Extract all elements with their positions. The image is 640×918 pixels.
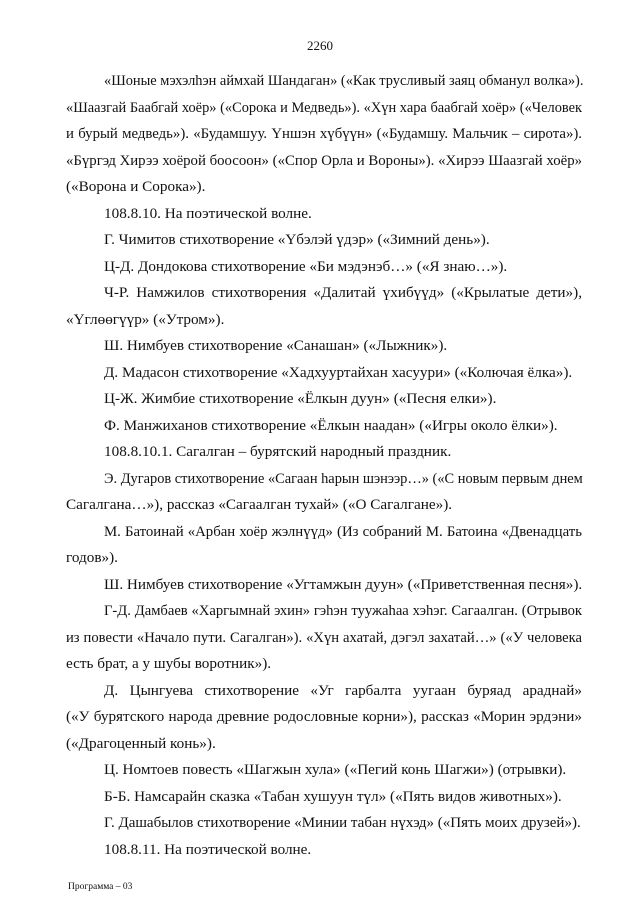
text-line: «Шаазгай Баабгай хоёр» («Сорока и Медведь»). «Хүн хара баабгай хоёр» («Человек [66,99,582,116]
text-line: «Бүргэд Хирээ хоёрой боосоон» («Спор Орла и Вороны»). «Хирээ Шаазгай хоёр» [66,152,582,169]
text-line: годов»). [66,549,118,566]
text-line: Сагалгана…»), рассказ «Сагаалган тухай» («О Сагалгане»). [66,496,453,513]
text-line: есть брат, а у шубы воротник»). [66,655,272,672]
text-line: Г. Чимитов стихотворение «Үбэлэй үдэр» («Зимний день»). [104,231,490,248]
text-line: Д. Мадасон стихотворение «Хадхууртайхан хасуури» («Колючая ёлка»). [104,363,573,381]
text-line: Ш. Нимбуев стихотворение «Угтамжын дуун» («Приветственная песня»). [104,575,583,593]
text-line: Ш. Нимбуев стихотворение «Санашан» («Лыжник»). [104,337,448,354]
section-heading: 108.8.10.1. Сагалган – бурятский народный праздник. [104,443,452,460]
text-line: из повести «Начало пути. Сагалган»). «Хүн ахатай, дэгэл захатай…» («У человека [66,629,582,646]
text-line: Ц. Номтоев повесть «Шагжын хула» («Пегий конь Шагжи») (отрывки). [104,761,567,778]
section-heading: 108.8.11. На поэтической волне. [104,840,312,858]
page-footer: Программа – 03 [68,882,133,892]
text-line: Ч-Р. Намжилов стихотворения «Далитай үхибүүд» («Крылатые дети»), [104,284,582,301]
text-line: Ц-Ж. Жимбие стихотворение «Ёлкын дуун» («Песня елки»). [104,390,497,407]
text-line: («Драгоценный конь»). [66,734,216,752]
body-text [66,68,582,863]
text-line: Д. Цынгуева стихотворение «Уг гарбалта уугаан буряад араднай» [104,681,582,699]
text-line: («Ворона и Сорока»). [66,178,206,195]
text-line: Г. Дашабылов стихотворение «Минии табан нүхэд» («Пять моих друзей»). [104,815,581,831]
text-line: и бурый медведь»). «Будамшуу. Үншэн хүбүүн» («Будамшу. Мальчик – сирота»). [66,126,582,142]
page-number: 2260 [307,38,333,53]
text-line: Б-Б. Намсарайн сказка «Табан хушуун түл» («Пять видов животных»). [104,787,562,805]
text-line: «Үглөөгүүр» («Утром»). [66,310,225,328]
text-line: Э. Дугаров стихотворение «Сагаан hарын шэнээр…» («С новым первым днем [104,470,583,487]
text-line: М. Батоинай «Арбан хоёр жэлнүүд» (Из собраний М. Батоина «Двенадцать [104,523,582,540]
text-line: Г-Д. Дамбаев «Харгымнай эхин» гэhэн туужаhаа хэhэг. Сагаалган. (Отрывок [104,603,582,619]
text-line: («У бурятского народа древние родословные корни»), рассказ «Морин эрдэни» [66,708,582,725]
text-line: Ф. Манжиханов стихотворение «Ёлкын наадан» («Игры около ёлки»). [104,416,558,434]
text-line: Ц-Д. Дондокова стихотворение «Би мэдэнэб…» («Я знаю…»). [104,257,508,275]
section-heading: 108.8.10. На поэтической волне. [104,204,312,222]
text-line: «Шоные мэхэлhэн аймхай Шандаган» («Как трусливый заяц обманул волка»). [104,73,584,89]
